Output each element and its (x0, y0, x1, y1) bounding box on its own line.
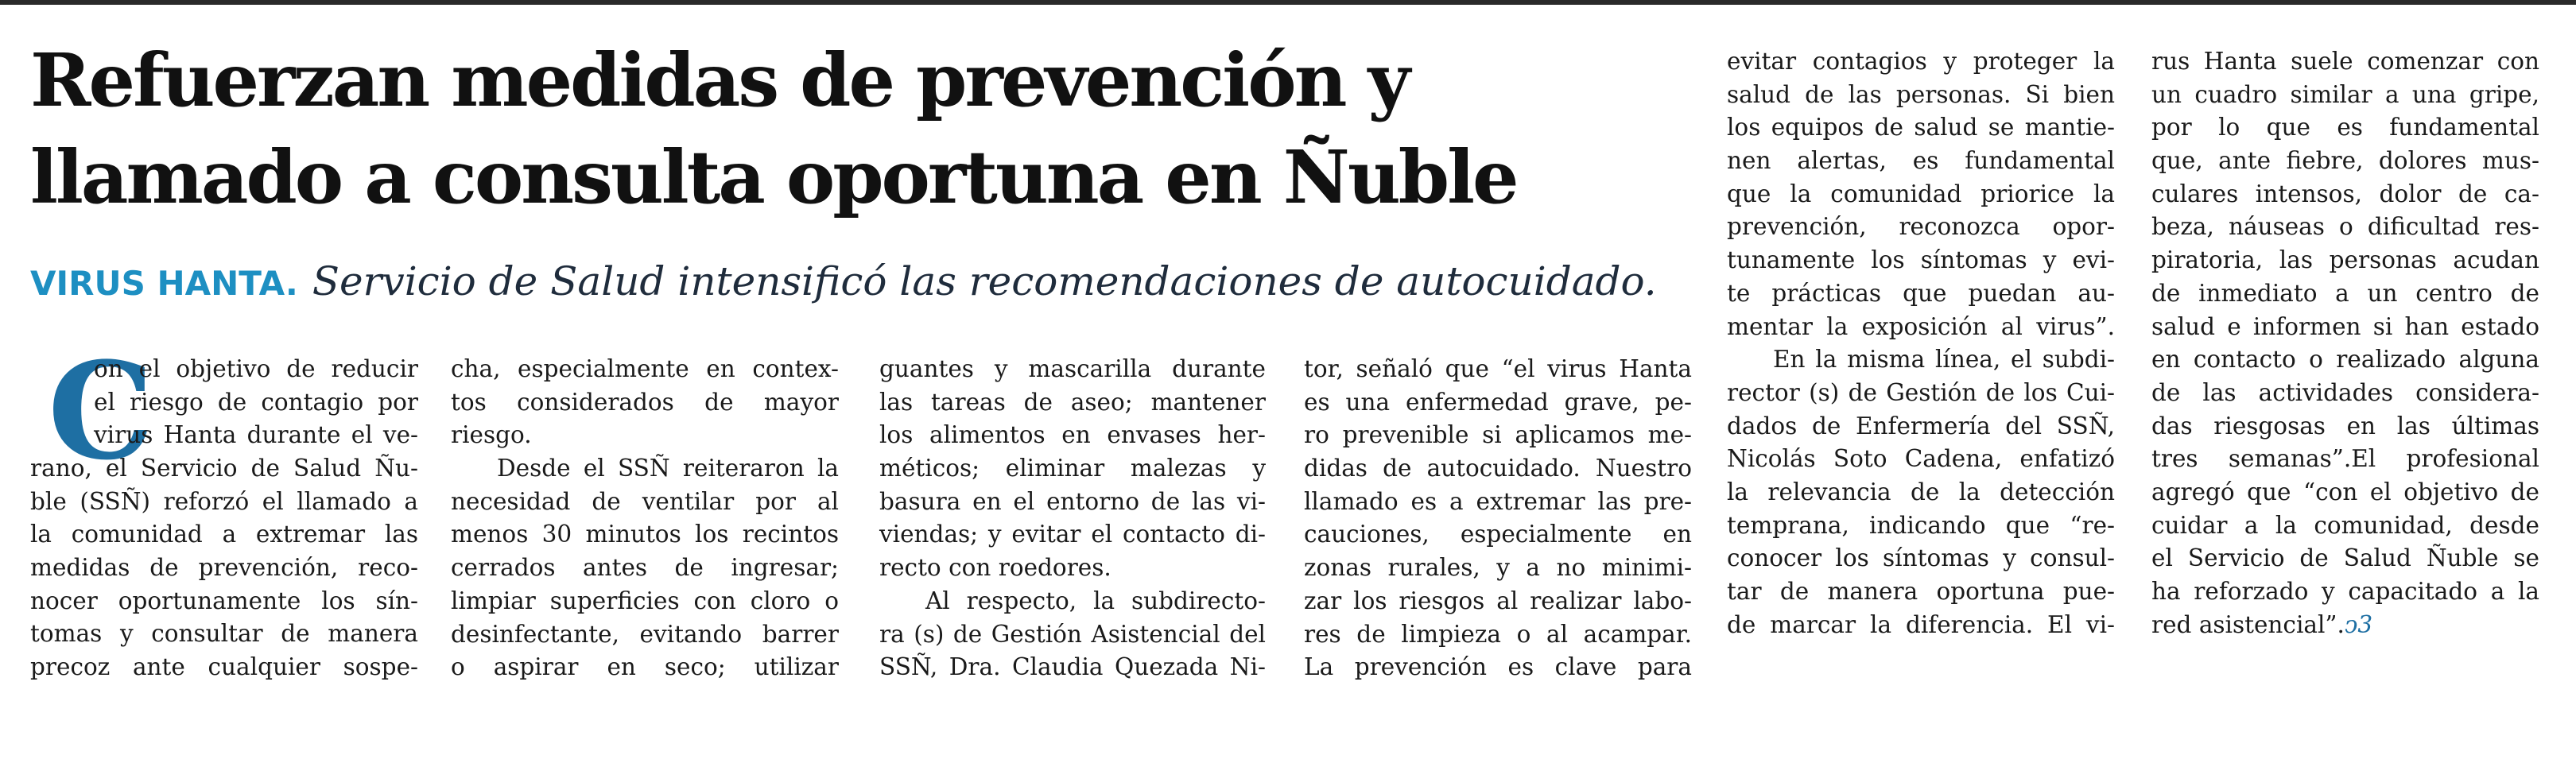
text-line: cuidar a la comunidad, desde (2151, 511, 2539, 539)
text-line: piratoria, las personas acudan (2151, 246, 2539, 274)
text-line-last-text: red asistencial”. (2151, 610, 2345, 638)
text-line: basura en el entorno de las vi- (879, 487, 1266, 515)
article-column-1 (94, 353, 418, 452)
text-line: de las actividades considera- (2151, 378, 2539, 406)
article-column-4 (1304, 353, 1692, 684)
text-line: Nicolás Soto Cadena, enfatizó (1727, 445, 2115, 473)
text-line: ro prevenible si aplicamos me- (1304, 421, 1692, 449)
text-line: tor, señaló que “el virus Hanta (1304, 355, 1692, 382)
text-line: que la comunidad priorice la (1727, 180, 2115, 207)
text-line: zonas rurales, y a no minimi- (1304, 554, 1692, 582)
text-line: nocer oportunamente los sín- (30, 587, 418, 614)
text-line: dados de Enfermería del SSÑ, (1727, 412, 2115, 440)
subheading (30, 253, 1684, 312)
drop-cap: C (48, 332, 154, 490)
article-column-1-cont (30, 452, 418, 684)
article-column-3 (879, 353, 1266, 684)
text-line: un cuadro similar a una gripe, (2151, 80, 2539, 108)
text-line: tomas y consultar de manera (30, 620, 418, 648)
text-line: la comunidad a extremar las (30, 521, 418, 548)
text-line: rano, el Servicio de Salud Ñu- (30, 455, 418, 482)
text-line: culares intensos, dolor de ca- (2151, 180, 2539, 207)
text-line: los alimentos en envases her- (879, 421, 1266, 449)
text-line: En la misma línea, el subdi- (1773, 346, 2115, 374)
text-line: rus Hanta suele comenzar con (2151, 48, 2539, 75)
text-line: que, ante fiebre, dolores mus- (2151, 147, 2539, 175)
headline-line-2: llamado a consulta oportuna en Ñuble (30, 134, 1517, 220)
text-line: precoz ante cualquier sospe- (30, 653, 418, 681)
text-line: Al respecto, la subdirecto- (925, 587, 1266, 614)
text-line: didas de autocuidado. Nuestro (1304, 455, 1692, 482)
text-line: res de limpieza o al acampar. (1304, 620, 1692, 648)
text-line: de marcar la diferencia. El vi- (1727, 610, 2115, 638)
headline-line-1: Refuerzan medidas de prevención y (30, 37, 1408, 123)
text-line: recto con roedores. (879, 554, 1111, 582)
text-line: menos 30 minutos los recintos (451, 521, 839, 548)
deck: Servicio de Salud intensificó las recomendaciones de autocuidado. (312, 258, 1657, 304)
text-line: méticos; eliminar malezas y (879, 455, 1266, 482)
text-line: tos considerados de mayor (451, 388, 839, 416)
text-line: viendas; y evitar el contacto di- (879, 521, 1266, 548)
text-line: limpiar superficies con cloro o (451, 587, 839, 614)
text-line: Desde el SSÑ reiteraron la (497, 455, 839, 482)
text-line: cerrados antes de ingresar; (451, 554, 839, 582)
text-line: tres semanas”.El profesional (2151, 445, 2539, 473)
text-line: llamado es a extremar las pre- (1304, 487, 1692, 515)
top-rule (0, 0, 2576, 5)
text-line: o aspirar en seco; utilizar (451, 653, 839, 681)
text-line: virus Hanta durante el ve- (94, 421, 418, 449)
article-column-5 (1727, 45, 2115, 641)
text-line: beza, náuseas o dificultad res- (2151, 213, 2539, 241)
text-line: ra (s) de Gestión Asistencial del (879, 620, 1266, 648)
text-line: el riesgo de contagio por (94, 388, 418, 416)
text-line: nen alertas, es fundamental (1727, 147, 2115, 175)
text-line: rector (s) de Gestión de los Cui- (1727, 378, 2115, 406)
text-line: on el objetivo de reducir (94, 355, 418, 382)
text-line: la relevancia de la detección (1727, 478, 2115, 505)
text-line: desinfectante, evitando barrer (451, 620, 839, 648)
text-line: ble (SSÑ) reforzó el llamado a (30, 487, 418, 515)
text-line: cauciones, especialmente en (1304, 521, 1692, 548)
text-line: riesgo. (451, 421, 532, 449)
article-column-2 (451, 353, 839, 684)
text-line: mentar la exposición al virus”. (1727, 312, 2115, 340)
text-line: necesidad de ventilar por al (451, 487, 839, 515)
text-line: salud de las personas. Si bien (1727, 80, 2115, 108)
text-line: tar de manera oportuna pue- (1727, 578, 2115, 605)
text-line: medidas de prevención, reco- (30, 554, 418, 582)
headline (30, 32, 1668, 226)
text-line: evitar contagios y proteger la (1727, 48, 2115, 75)
text-line: agregó que “con el objetivo de (2151, 478, 2539, 505)
text-line: salud e informen si han estado (2151, 312, 2539, 340)
text-line: por lo que es fundamental (2151, 114, 2539, 141)
text-line: temprana, indicando que “re- (1727, 511, 2115, 539)
text-line: ha reforzado y capacitado a la (2151, 578, 2539, 605)
article-column-6 (2151, 45, 2539, 641)
text-line: el Servicio de Salud Ñuble se (2151, 544, 2539, 572)
text-line: es una enfermedad grave, pe- (1304, 388, 1692, 416)
text-line: los equipos de salud se mantie- (1727, 114, 2115, 141)
end-mark-icon: ↄ3 (2344, 610, 2373, 638)
text-line: en contacto o realizado alguna (2151, 346, 2539, 374)
text-line: La prevención es clave para (1304, 653, 1692, 681)
text-line: cha, especialmente en contex- (451, 355, 839, 382)
text-line: SSÑ, Dra. Claudia Quezada Ni- (879, 653, 1266, 681)
text-line: las tareas de aseo; mantener (879, 388, 1266, 416)
text-line: conocer los síntomas y consul- (1727, 544, 2115, 572)
text-line: te prácticas que puedan au- (1727, 279, 2115, 307)
text-line: guantes y mascarilla durante (879, 355, 1266, 382)
text-line: zar los riesgos al realizar labo- (1304, 587, 1692, 614)
text-line-last (2151, 609, 2539, 642)
text-line: de inmediato a un centro de (2151, 279, 2539, 307)
text-line: tunamente los síntomas y evi- (1727, 246, 2115, 274)
text-line: das riesgosas en las últimas (2151, 412, 2539, 440)
text-line: prevención, reconozca opor- (1727, 213, 2115, 241)
kicker: VIRUS HANTA. (30, 264, 298, 303)
